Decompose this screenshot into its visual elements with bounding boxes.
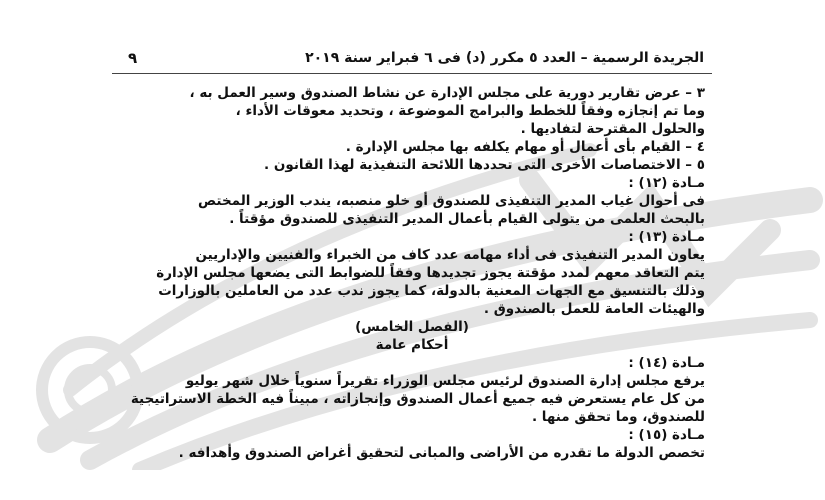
- body-line: وما تم إنجازه وفقاً للخطط والبرامج الموضوعة ، وتحديد معوقات الأداء ،: [235, 103, 705, 119]
- gazette-watermark-emblem: [30, 140, 825, 470]
- article-heading: مـادة (١٥) :: [628, 427, 705, 443]
- body-line: والحلول المقترحة لتفاديها .: [520, 121, 705, 137]
- body-line: فى أحوال غياب المدير التنفيذى للصندوق أو خلو منصبه، يندب الوزير المختص: [198, 193, 705, 209]
- header-rule: [112, 73, 712, 74]
- body-line: تخصص الدولة ما تقدره من الأراضى والمبانى لتحقيق أغراض الصندوق وأهدافه .: [178, 445, 705, 461]
- body-line: للصندوق، وما تحقق منها .: [531, 409, 705, 425]
- body-line: يتم التعاقد معهم لمدد مؤقتة يجوز تجديدها وفقاً للضوابط التى يضعها مجلس الإدارة: [156, 265, 705, 281]
- page-number: ٩: [128, 49, 138, 67]
- article-heading: مـادة (١٤) :: [628, 355, 705, 371]
- article-heading: مـادة (١٣) :: [628, 229, 705, 245]
- article-heading: مـادة (١٢) :: [628, 175, 705, 191]
- body-line: ٤ – القيام بأى أعمال أو مهام يكلفه بها مجلس الإدارة .: [345, 139, 705, 155]
- body-line: وذلك بالتنسيق مع الجهات المعنية بالدولة، كما يجوز ندب عدد من العاملين بالوزارات: [158, 283, 705, 299]
- body-line: ٥ – الاختصاصات الأخرى التى تحددها اللائحة التنفيذية لهذا القانون .: [264, 157, 705, 173]
- body-line: بالبحث العلمى من يتولى القيام بأعمال المدير التنفيذى للصندوق مؤقتاً .: [229, 211, 705, 227]
- gazette-header: [128, 50, 704, 72]
- body-line: ٣ – عرض تقارير دورية على مجلس الإدارة عن نشاط الصندوق وسير العمل به ،: [189, 85, 705, 101]
- header-title: الجريدة الرسمية – العدد ٥ مكرر (د) فى ٦ فبراير سنة ٢٠١٩: [305, 50, 704, 66]
- chapter-heading: (الفصل الخامس): [355, 319, 469, 335]
- body-line: يعاون المدير التنفيذى فى أداء مهامه عدد كاف من الخبراء والفنيين والإداريين: [195, 247, 705, 263]
- body-line: والهيئات العامة للعمل بالصندوق .: [483, 301, 705, 317]
- section-heading: أحكام عامة: [375, 337, 449, 353]
- body-line: يرفع مجلس إدارة الصندوق لرئيس مجلس الوزراء تقريراً سنوياً خلال شهر يوليو: [185, 373, 705, 389]
- body-line: من كل عام يستعرض فيه جميع أعمال الصندوق وإنجازاته ، مبيناً فيه الخطة الاستراتيجية: [130, 391, 705, 407]
